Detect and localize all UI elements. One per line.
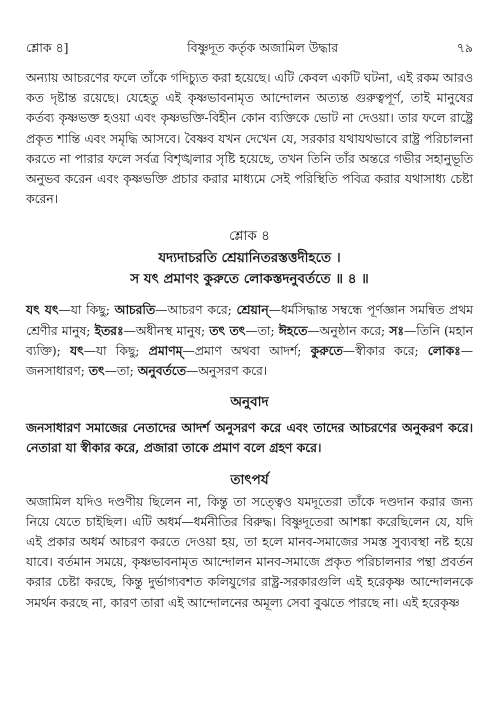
synonym-meaning: —ধর্মসিদ্ধান্ত সম্বন্ধে পূর্ণজ্ঞান সমন্বিত প্রথম শ্রেণীর মানুষ;: [26, 303, 473, 338]
purport-heading: তাৎপর্য: [230, 471, 269, 488]
synonym-meaning: —অধীনস্থ মানুষ;: [123, 323, 210, 338]
synonym-word: শ্রেয়ান্: [236, 302, 269, 318]
synonym-word: যৎ যৎ: [26, 302, 59, 318]
synonym-meaning: —তা;: [245, 323, 279, 338]
synonym-meaning: —তিনি (মহান ব্যক্তি);: [26, 323, 473, 358]
synonym-word: সঃ: [389, 322, 404, 338]
synonym-word: ইতরঃ: [94, 322, 124, 338]
synonym-meaning: —স্বীকার করে;: [342, 343, 428, 358]
synonym-meaning: —যা কিছু;: [83, 343, 149, 358]
verse-line-2: স যৎ প্রমাণং কুরুতে লোকস্তদনুবর্ততে ॥ ৪ ॥: [130, 271, 369, 288]
synonym-word: কুরুতে: [310, 342, 343, 358]
synonym-word: ঈহতে: [278, 322, 308, 338]
intro-paragraph: অন্যায় আচরণের ফলে তাঁকে গদিচ্যুত করা হয়েছে। এটি কেবল একটি ঘটনা, এই রকম আরও কত দৃষ্টান্ত রয়েছে। যেহেতু এই কৃষ্ণভাবনামৃত আন্দোলন অত্যন্ত গুরুত্বপূর্ণ, তাই মানুষের কর্তব্য কৃষ্ণভক্ত হওয়া এবং কৃষ্ণভক্তি-বিহীন কোন ব্যক্তিকে ভোট না দেওয়া। তার ফলে রাষ্ট্রে প্রকৃত শান্তি এবং সমৃদ্ধি আসবে। বৈষ্ণব যখন দেখেন যে, সরকার যথাযথভাবে রাষ্ট্র পরিচালনা করতে না পারার ফলে সর্বত্র বিশৃঙ্খলার সৃষ্টি হয়েছে, তখন তিনি তাঁর অন্তরে গভীর সহানুভূতি অনুভব করেন এবং কৃষ্ণভক্তি প্রচার করার মাধ্যমে সেই পরিস্থিতি পবিত্র করার যথাসাধ্য চেষ্টা করেন।: [26, 71, 473, 207]
translation-text: জনসাধারণ সমাজের নেতাদের আদর্শ অনুসরণ করে এবং তাদের আচরণের অনুকরণ করে। নেতারা যা স্বীকার করে, প্রজারা তাকে প্রমাণ বলে গ্রহণ করে।: [26, 420, 473, 456]
synonym-word: তৎ: [88, 363, 105, 379]
synonym-word: প্রমাণম্: [148, 342, 183, 358]
synonym-word: তৎ তৎ: [209, 322, 246, 338]
header-verse-ref: শ্লোক ৪]: [26, 40, 69, 55]
translation-heading: অনুবাদ: [230, 394, 269, 411]
header-chapter-title: বিষ্ণুদূত কর্তৃক অজামিল উদ্ধার: [187, 40, 339, 55]
synonym-meaning: —যা কিছু;: [58, 303, 115, 318]
synonym-meaning: —জনসাধারণ;: [26, 343, 473, 379]
verse-title: শ্লোক ৪: [229, 228, 270, 245]
page-number: ৭৯: [456, 40, 473, 55]
synonym-word: অনুবর্ততে: [137, 363, 186, 379]
synonym-meaning: —প্রমাণ অথবা আদর্শ;: [182, 343, 311, 358]
page-header: [26, 0, 473, 60]
synonyms-paragraph: [26, 300, 473, 381]
synonym-meaning: —অনুসরণ করে।: [185, 364, 268, 379]
synonym-word: যৎ: [69, 342, 84, 358]
purport-text: অজামিল যদিও দণ্ডণীয় ছিলেন না, কিন্তু তা সত্ত্বেও যমদূতেরা তাঁকে দণ্ডদান করার জন্য নিয়ে যেতে চাইছিল। এটি অধর্ম—ধর্মনীতির বিরুদ্ধ। বিষ্ণুদূতেরা আশঙ্কা করেছিলেন যে, যদি এই প্রকার অধর্ম আচরণ করতে দেওয়া হয়, তা হলে মানব-সমাজের সমস্ত সুব্যবস্থা নষ্ট হয়ে যাবে। বর্তমান সময়ে, কৃষ্ণভাবনামৃত আন্দোলন মানব-সমাজে প্রকৃত পরিচালনার পন্থা প্রবর্তন করার চেষ্টা করছে, কিন্তু দুর্ভাগ্যবশত কলিযুগের রাষ্ট্র-সরকারগুলি এই হরেকৃষ্ণ আন্দোলনকে সমর্থন করছে না, কারণ তারা এই আন্দোলনের অমূল্য সেবা বুঝতে পারছে না। এই হরেকৃষ্ণ: [26, 494, 473, 610]
synonym-meaning: —আচরণ করে;: [155, 303, 237, 318]
synonym-meaning: —অনুষ্ঠান করে;: [307, 323, 390, 338]
synonym-meaning: —তা;: [104, 364, 138, 379]
synonym-word: আচরতি: [114, 302, 156, 318]
verse-line-1: যদ্যদাচরতি শ্রেয়ানিতরস্তত্তদীহতে ।: [158, 250, 341, 267]
synonym-word: লোকঃ: [427, 342, 461, 358]
